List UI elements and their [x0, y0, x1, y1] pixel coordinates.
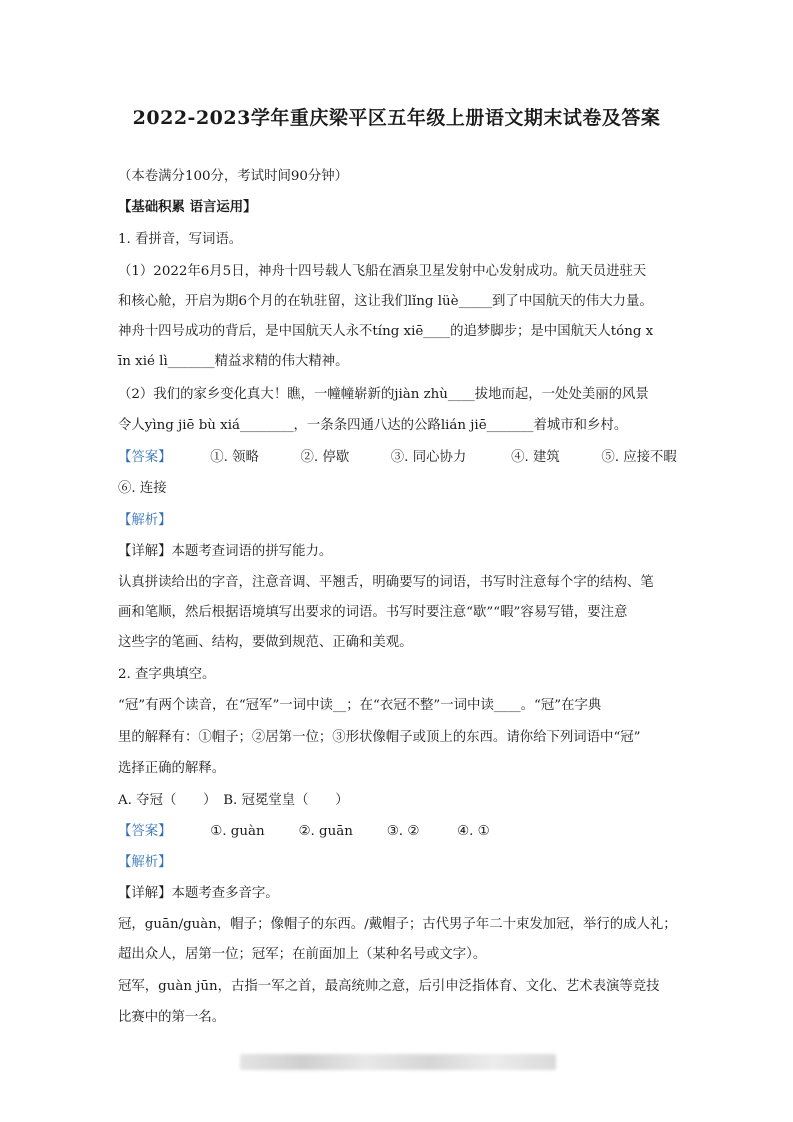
exam-note: （本卷满分100分，考试时间90分钟） [118, 169, 349, 184]
q1-detail-label: 【详解】本题考查词语的拼写能力。 [118, 544, 333, 559]
answer-item: ②. 停歇 [300, 450, 350, 465]
answer-item: ④. ① [457, 824, 490, 839]
answer-item: ③. 同心协力 [390, 450, 467, 465]
q2-options: A. 夺冠（ ） B. 冠冕堂皇（ ） [118, 793, 349, 808]
q1-p1-line-3: 神舟十四号成功的背后，是中国航天人永不tíng xiē____的追梦脚步；是中国航天人tóng x [118, 324, 654, 339]
q2-heading: 2. 查字典填空。 [118, 667, 216, 682]
answer-label: 【答案】 [118, 824, 172, 839]
q1-p1-line-2: 和核心舱，开启为期6个月的在轨驻留，这让我们lǐng lüè_____到了中国航天的伟大力量。 [118, 294, 653, 309]
q1-p2-line-1: （2）我们的家乡变化真大！瞧，一幢幢崭新的jiàn zhù____拔地而起，一处处美丽的风景 [118, 387, 649, 402]
section-heading: 【基础积累 语言运用】 [118, 199, 257, 215]
q1-p1-line-4: īn xié lì_______精益求精的伟大精神。 [118, 354, 349, 369]
q1-detail-line-2: 画和笔顺，然后根据语境填写出要求的词语。书写时要注意“歇”“暇”容易写错，要注意 [118, 605, 628, 620]
q2-body-line-1: “冠”有两个读音，在“冠军”一词中读__；在“衣冠不整”一词中读____。“冠”在字典 [118, 698, 602, 713]
q2-detail-label: 【详解】本题考查多音字。 [118, 886, 279, 901]
answer-item: ⑤. 应接不暇 [601, 450, 677, 465]
document-title: 2022-2023学年重庆梁平区五年级上册语文期末试卷及答案 [132, 107, 661, 129]
q1-answer-extra: ⑥. 连接 [118, 481, 167, 496]
q2-analysis-label: 【解析】 [118, 855, 172, 870]
q1-p2-line-2: 令人yìng jiē bù xiá________，一条条四通八达的公路lián jiē_______着城市和乡村。 [118, 418, 628, 433]
q2-answer-row [118, 820, 490, 839]
q2-body-line-2: 里的解释有：①帽子；②居第一位；③形状像帽子或顶上的东西。请你给下列词语中“冠” [118, 730, 641, 745]
q1-p1-line-1: （1）2022年6月5日，神舟十四号载人飞船在酒泉卫星发射中心发射成功。航天员进驻天 [118, 264, 647, 279]
answer-item: ③. ② [386, 824, 420, 839]
q2-body-line-3: 选择正确的解释。 [118, 761, 226, 776]
q1-detail-line-3: 这些字的笔画、结构，要做到规范、正确和美观。 [118, 635, 413, 650]
q2-detail-line-2: 超出众人，居第一位；冠军；在前面加上（某种名号或文字）。 [118, 947, 487, 962]
blurred-footer-watermark [240, 1054, 556, 1070]
q1-heading: 1. 看拼音，写词语。 [118, 232, 243, 247]
q1-detail-line-1: 认真拼读给出的字音，注意音调、平翘舌，明确要写的词语，书写时注意每个字的结构、笔 [118, 575, 654, 590]
q1-answer-row [118, 446, 677, 465]
q2-detail-line-1: 冠，guān/guàn，帽子；像帽子的东西。/戴帽子；古代男子年二十束发加冠，举行的成人礼； [118, 917, 677, 932]
answer-item: ①. guàn [210, 824, 265, 839]
answer-item: ②. guān [298, 824, 353, 839]
q2-detail-line-4: 比赛中的第一名。 [118, 1010, 226, 1025]
answer-label: 【答案】 [118, 450, 172, 465]
q2-detail-line-3: 冠军，guàn jūn，古指一军之首，最高统帅之意，后引申泛指体育、文化、艺术表演等竞技 [118, 979, 660, 994]
answer-item: ①. 领略 [210, 450, 259, 465]
q1-analysis-label: 【解析】 [118, 513, 172, 528]
answer-item: ④. 建筑 [511, 450, 560, 465]
